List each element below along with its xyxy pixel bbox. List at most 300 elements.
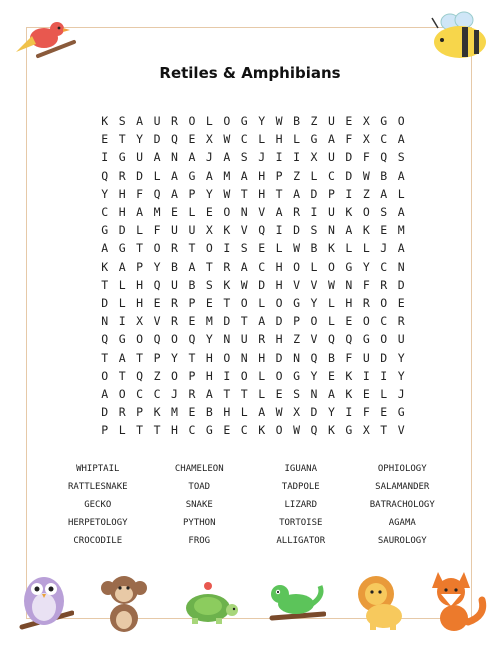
grid-letter: O [240,368,248,383]
grid-row [96,403,410,421]
grid-letter: A [345,223,353,238]
grid-letter: L [345,241,353,256]
grid-letter: T [136,350,144,365]
grid-letter: X [362,114,370,129]
grid-letter: G [240,114,248,129]
grid-letter: X [362,132,370,147]
grid-letter: P [101,423,109,438]
grid-letter: K [223,277,231,292]
grid-letter: O [205,241,213,256]
grid-letter: F [362,277,370,292]
grid-letter: A [118,259,126,274]
grid-letter: K [153,405,161,420]
grid-letter: D [345,168,353,183]
grid-letter: H [136,277,144,292]
grid-letter: L [118,423,126,438]
grid-letter: A [223,150,231,165]
grid-letter: Q [153,332,161,347]
grid-letter: O [275,423,283,438]
grid-letter: V [397,423,405,438]
grid-letter: B [171,259,178,274]
grid-letter: U [171,277,178,292]
grid-letter: L [205,114,213,129]
grid-letter: G [310,132,318,147]
grid-letter: W [327,277,335,292]
grid-letter: E [258,241,266,256]
grid-letter: T [136,423,144,438]
grid-letter: O [171,332,178,347]
grid-letter: F [345,132,353,147]
grid-letter: D [153,132,161,147]
grid-letter: A [240,168,248,183]
grid-letter: A [101,386,109,401]
grid-letter: D [258,277,266,292]
grid-letter: M [397,223,405,238]
grid-letter: O [118,386,126,401]
grid-letter: J [258,150,266,165]
grid-letter: K [101,114,109,129]
grid-letter: E [188,132,196,147]
grid-letter: I [310,205,318,220]
grid-letter: A [258,405,266,420]
grid-letter: A [397,205,405,220]
grid-letter: R [223,259,231,274]
grid-row [96,167,410,185]
grid-letter: L [327,295,335,310]
grid-letter: E [153,295,161,310]
grid-letter: C [188,423,196,438]
grid-letter: Q [171,132,178,147]
grid-letter: B [188,277,196,292]
word-list-item: SNAKE [185,500,213,510]
grid-letter: L [258,368,266,383]
bee-icon [424,10,490,62]
grid-letter: D [345,150,353,165]
grid-letter: H [223,405,231,420]
grid-letter: F [153,223,161,238]
grid-letter: C [380,314,388,329]
grid-letter: Y [258,114,266,129]
grid-letter: B [310,241,318,256]
grid-letter: U [240,332,248,347]
grid-letter: E [171,205,178,220]
grid-letter: G [118,332,126,347]
grid-letter: E [223,423,231,438]
grid-letter: Q [153,186,161,201]
grid-letter: K [258,423,266,438]
grid-letter: I [275,223,283,238]
bird-icon [14,12,78,66]
grid-letter: O [275,295,283,310]
word-list-item: WHIPTAIL [76,464,120,474]
grid-row [96,385,410,403]
grid-letter: A [101,241,109,256]
grid-row [96,294,410,312]
grid-letter: I [345,405,353,420]
grid-letter: V [240,223,248,238]
grid-letter: Y [362,259,370,274]
grid-letter: G [205,423,213,438]
grid-letter: P [188,368,196,383]
grid-letter: I [293,150,300,165]
grid-letter: O [101,368,109,383]
grid-letter: U [136,150,144,165]
grid-row [96,221,410,239]
grid-letter: Q [101,168,109,183]
grid-letter: P [136,405,144,420]
grid-letter: O [223,114,231,129]
grid-letter: E [188,405,196,420]
lion-icon [350,572,410,632]
grid-letter: W [275,405,283,420]
grid-letter: A [118,350,126,365]
grid-letter: B [205,405,213,420]
grid-letter: E [101,132,109,147]
grid-letter: S [397,150,405,165]
grid-letter: C [240,423,248,438]
grid-letter: G [118,150,126,165]
grid-letter: T [136,241,144,256]
grid-letter: F [345,350,353,365]
grid-letter: H [118,205,126,220]
grid-letter: B [327,350,335,365]
word-list-item: CHAMELEON [174,464,224,474]
grid-row [96,367,410,385]
word-list-item: RATTLESNAKE [67,482,128,492]
grid-letter: O [153,241,161,256]
grid-letter: E [345,314,353,329]
grid-letter: Y [310,295,318,310]
grid-letter: T [188,350,196,365]
word-list-item: IGUANA [284,464,317,474]
grid-letter: Q [345,332,353,347]
grid-letter: O [327,259,335,274]
grid-letter: X [205,223,213,238]
grid-letter: T [275,186,283,201]
grid-row [96,312,410,330]
grid-letter: R [171,314,178,329]
grid-row [96,112,410,130]
grid-letter: N [345,277,353,292]
grid-letter: T [380,423,388,438]
grid-letter: E [397,295,405,310]
grid-letter: W [240,277,248,292]
grid-letter: E [345,114,353,129]
word-list-item: GECKO [84,500,112,510]
grid-letter: T [118,132,126,147]
grid-letter: T [205,259,213,274]
grid-letter: Y [205,332,213,347]
grid-letter: X [293,405,300,420]
grid-letter: S [118,114,126,129]
grid-row [96,130,410,148]
grid-letter: O [240,295,248,310]
grid-letter: O [188,114,196,129]
grid-letter: Y [171,350,178,365]
word-list-item: CROCODILE [73,536,123,546]
grid-letter: O [380,295,388,310]
grid-letter: L [310,259,318,274]
grid-letter: M [223,168,231,183]
grid-letter: R [171,114,178,129]
grid-letter: B [380,168,388,183]
grid-letter: R [188,386,196,401]
grid-letter: K [327,241,335,256]
grid-letter: D [293,223,300,238]
grid-letter: D [397,277,405,292]
grid-letter: A [327,386,335,401]
grid-letter: S [293,386,300,401]
grid-letter: R [171,241,178,256]
grid-letter: C [380,132,388,147]
grid-letter: P [275,168,283,183]
grid-letter: H [275,259,283,274]
grid-letter: Q [101,332,109,347]
iguana-icon [266,578,326,628]
grid-letter: X [136,314,144,329]
grid-letter: T [153,423,161,438]
grid-letter: V [153,314,161,329]
grid-letter: P [188,186,196,201]
grid-letter: L [258,295,266,310]
grid-row [96,348,410,366]
grid-letter: I [223,241,231,256]
grid-letter: L [327,314,335,329]
grid-letter: A [205,386,213,401]
grid-row [96,330,410,348]
grid-letter: T [101,277,109,292]
grid-letter: Y [397,350,405,365]
grid-letter: A [275,205,283,220]
grid-letter: E [205,205,213,220]
grid-letter: O [275,368,283,383]
grid-letter: U [362,350,370,365]
grid-letter: F [136,186,144,201]
grid-letter: H [345,295,353,310]
grid-letter: T [223,386,231,401]
grid-letter: K [223,223,231,238]
grid-letter: Y [310,368,318,383]
grid-letter: S [380,205,388,220]
grid-letter: R [380,277,388,292]
grid-letter: K [101,259,109,274]
word-list [47,460,453,550]
grid-letter: A [240,259,248,274]
grid-letter: Z [293,168,300,183]
grid-letter: Y [397,368,405,383]
grid-letter: H [258,350,266,365]
grid-letter: K [327,423,335,438]
grid-letter: A [171,168,178,183]
word-list-item: BATRACHOLOGY [369,500,435,510]
grid-letter: G [188,168,196,183]
grid-letter: N [310,386,318,401]
grid-letter: G [397,405,405,420]
grid-letter: H [258,186,266,201]
grid-letter: I [223,368,231,383]
fox-icon [424,566,490,634]
grid-letter: X [310,150,318,165]
grid-letter: P [327,186,335,201]
grid-letter: D [275,350,283,365]
grid-letter: Q [153,277,161,292]
grid-letter: E [380,223,388,238]
word-list-item: OPHIOLOGY [377,464,427,474]
grid-row [96,421,410,439]
grid-letter: T [240,314,248,329]
word-list-item: HERPETOLOGY [67,518,128,528]
letter-grid [96,112,410,439]
grid-letter: R [362,295,370,310]
grid-letter: Z [310,114,318,129]
owl-icon [14,565,74,635]
puzzle-title: Retiles & Amphibians [159,64,341,82]
grid-letter: L [188,205,196,220]
grid-row [96,185,410,203]
grid-letter: U [327,205,335,220]
word-list-item: TOAD [188,482,211,492]
grid-row [96,203,410,221]
grid-letter: J [205,150,213,165]
grid-letter: L [275,241,283,256]
grid-letter: R [293,205,300,220]
grid-letter: N [240,350,248,365]
grid-letter: L [310,168,318,183]
grid-letter: A [136,114,144,129]
grid-letter: L [397,186,405,201]
grid-letter: N [240,205,248,220]
grid-letter: S [240,150,248,165]
grid-letter: D [380,350,388,365]
grid-letter: C [240,132,248,147]
grid-letter: L [380,386,388,401]
grid-letter: L [118,295,126,310]
grid-letter: A [153,150,161,165]
grid-letter: W [223,132,231,147]
grid-letter: G [101,223,109,238]
word-list-item: AGAMA [388,518,416,528]
grid-letter: O [362,314,370,329]
grid-letter: G [118,241,126,256]
grid-letter: O [397,114,405,129]
grid-letter: W [362,168,370,183]
grid-letter: D [275,314,283,329]
grid-letter: N [327,223,335,238]
grid-letter: T [101,350,109,365]
grid-letter: F [362,150,370,165]
grid-letter: N [397,259,405,274]
grid-letter: W [293,423,300,438]
grid-letter: H [275,132,283,147]
grid-letter: T [118,368,126,383]
grid-letter: N [101,314,109,329]
grid-letter: I [380,368,388,383]
grid-letter: A [188,150,196,165]
grid-letter: T [188,241,196,256]
grid-letter: D [118,223,126,238]
grid-letter: A [188,259,196,274]
grid-letter: L [240,405,248,420]
grid-letter: K [345,368,353,383]
grid-letter: O [136,332,144,347]
grid-letter: Q [136,368,144,383]
grid-letter: D [101,405,109,420]
grid-letter: M [153,205,161,220]
grid-letter: K [345,205,353,220]
grid-letter: K [345,386,353,401]
grid-letter: R [118,168,126,183]
grid-letter: L [362,241,370,256]
grid-letter: A [380,186,388,201]
grid-letter: W [275,114,283,129]
grid-letter: L [258,386,266,401]
grid-letter: R [397,314,405,329]
grid-letter: D [310,405,318,420]
grid-letter: J [380,241,388,256]
grid-letter: C [101,205,109,220]
grid-letter: V [258,205,266,220]
grid-letter: J [397,386,405,401]
grid-letter: H [118,186,126,201]
grid-letter: I [275,150,283,165]
grid-letter: V [293,277,300,292]
grid-letter: U [397,332,405,347]
grid-letter: J [171,386,178,401]
grid-letter: C [327,168,335,183]
grid-letter: P [293,314,300,329]
grid-letter: L [258,132,266,147]
grid-letter: R [118,405,126,420]
grid-letter: O [223,350,231,365]
grid-letter: C [136,386,144,401]
grid-letter: Q [310,350,318,365]
grid-letter: A [397,132,405,147]
grid-letter: M [205,314,213,329]
grid-row [96,148,410,166]
grid-letter: A [171,186,178,201]
grid-letter: Y [327,405,335,420]
grid-letter: F [362,405,370,420]
word-list-item: SAUROLOGY [377,536,427,546]
grid-letter: D [136,168,144,183]
grid-letter: S [310,223,318,238]
grid-letter: L [136,223,144,238]
grid-letter: T [223,295,231,310]
grid-letter: U [327,114,335,129]
grid-letter: G [345,423,353,438]
grid-letter: C [258,259,266,274]
grid-letter: N [171,150,178,165]
grid-letter: E [205,295,213,310]
grid-letter: I [118,314,126,329]
grid-letter: V [310,277,318,292]
grid-letter: A [205,168,213,183]
grid-letter: L [293,132,300,147]
grid-letter: I [362,368,370,383]
grid-letter: P [136,259,144,274]
grid-letter: W [223,186,231,201]
word-list-item: TORTOISE [279,518,323,528]
grid-letter: A [258,314,266,329]
grid-letter: E [362,386,370,401]
grid-letter: Q [380,150,388,165]
grid-letter: E [188,314,196,329]
grid-letter: Y [136,132,144,147]
grid-letter: Q [310,423,318,438]
grid-letter: O [293,259,300,274]
grid-letter: W [293,241,300,256]
grid-letter: E [275,386,283,401]
